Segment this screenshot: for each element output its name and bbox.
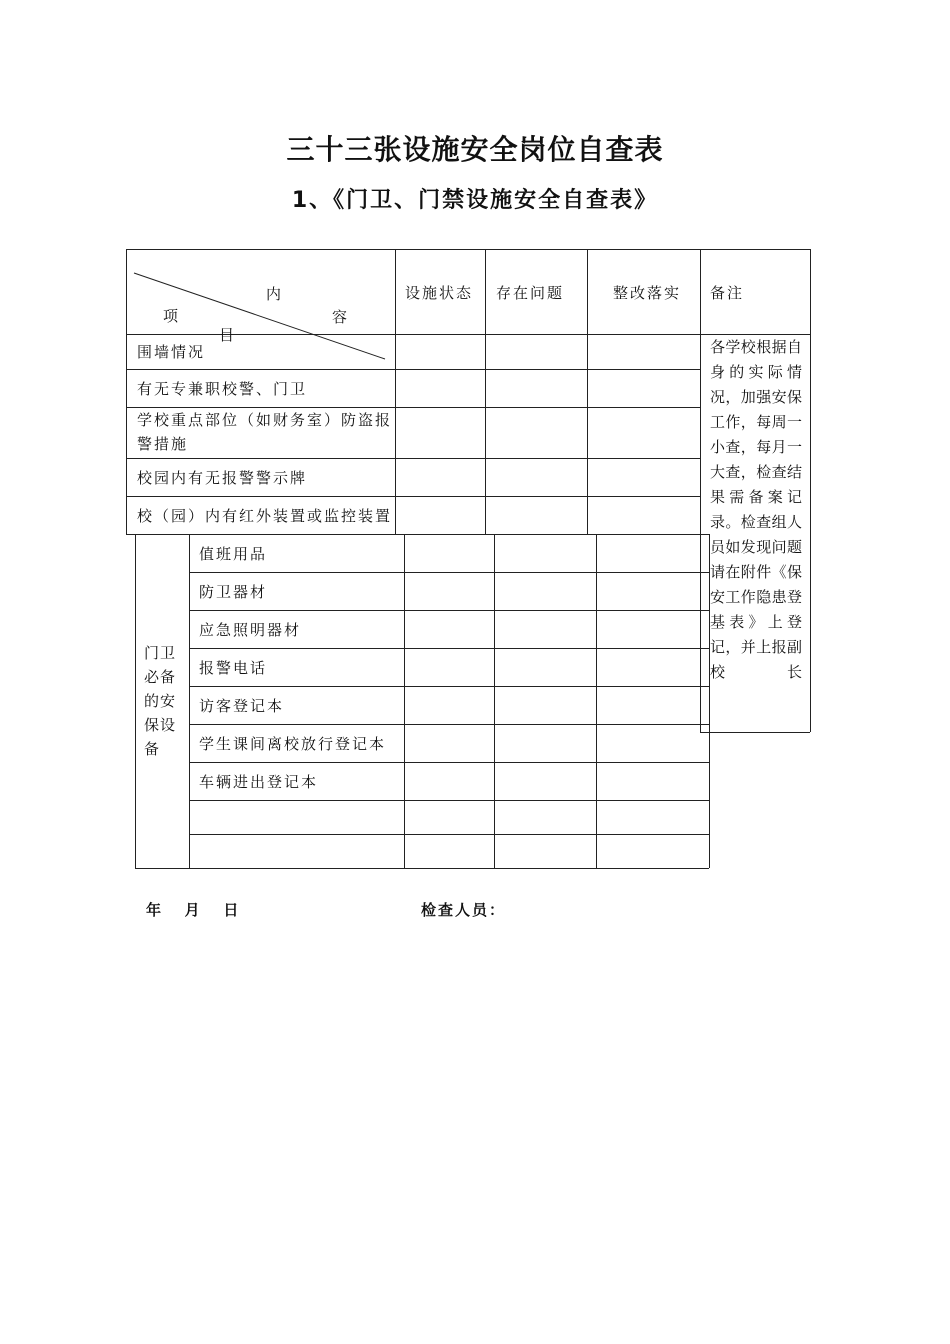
header-remark: 备注: [710, 284, 745, 302]
table-rule: [189, 648, 709, 649]
group-border-left: [135, 534, 136, 868]
table-rule: [189, 572, 709, 573]
page-subtitle: 1、《门卫、门禁设施安全自查表》: [291, 188, 659, 213]
equip-row-vehicle-log: 车辆进出登记本: [199, 773, 319, 791]
header-diag-bottom: 目: [219, 326, 237, 344]
equip-row-defense: 防卫器材: [199, 583, 268, 601]
date-label: 年 月 日: [146, 901, 241, 919]
remark-text: 各学校根据自身的实际情况，加强安保工作，每周一小查，每月一大查，检查结果需备案记录。检查组人员如发现问题请在附件《保安工作隐患登基表》上登记，并上报副校长: [710, 338, 802, 681]
table-col-line: [404, 534, 405, 868]
table-border-right: [810, 249, 811, 732]
table-rule: [189, 686, 709, 687]
header-diag-right: 容: [332, 308, 350, 326]
group-label: 门卫必备的安保设备: [144, 644, 177, 758]
equip-row-phone: 报警电话: [199, 659, 268, 677]
table-border-bottom: [135, 868, 709, 869]
table-col-line: [587, 249, 588, 534]
row-wall: 围墙情况: [137, 343, 206, 361]
table-rule: [189, 834, 709, 835]
equip-row-duty: 值班用品: [199, 545, 268, 563]
table-col-line: [596, 534, 597, 868]
row-alarm-measures: 学校重点部位（如财务室）防盗报警措施: [137, 411, 393, 453]
table-rule: [126, 369, 700, 370]
page-title: 三十三张设施安全岗位自查表: [286, 133, 664, 166]
table-col-line: [494, 534, 495, 868]
header-diag-top: 内: [266, 285, 284, 303]
table-col-line: [700, 249, 701, 732]
row-warning-sign: 校园内有无报警警示牌: [137, 469, 308, 487]
group-border-right: [709, 534, 710, 868]
row-guard: 有无专兼职校警、门卫: [137, 380, 308, 398]
header-status: 设施状态: [405, 284, 474, 302]
equip-row-lighting: 应急照明器材: [199, 621, 302, 639]
table-rule: [126, 534, 709, 535]
row-monitoring: 校（园）内有红外装置或监控装置: [137, 507, 393, 525]
remark-border-bottom: [700, 732, 810, 733]
table-col-line: [189, 534, 190, 868]
table-col-line: [485, 249, 486, 534]
table-rule: [189, 800, 709, 801]
table-rule: [189, 762, 709, 763]
table-rule: [189, 610, 709, 611]
header-fix: 整改落实: [613, 284, 682, 302]
equip-row-visitor-log: 访客登记本: [199, 697, 285, 715]
inspector-label: 检查人员：: [421, 901, 507, 919]
table-rule: [189, 724, 709, 725]
table-rule: [126, 458, 700, 459]
header-problem: 存在问题: [496, 284, 565, 302]
header-diag-left: 项: [163, 307, 181, 325]
equip-row-student-log: 学生课间离校放行登记本: [199, 735, 387, 753]
table-rule: [126, 496, 700, 497]
